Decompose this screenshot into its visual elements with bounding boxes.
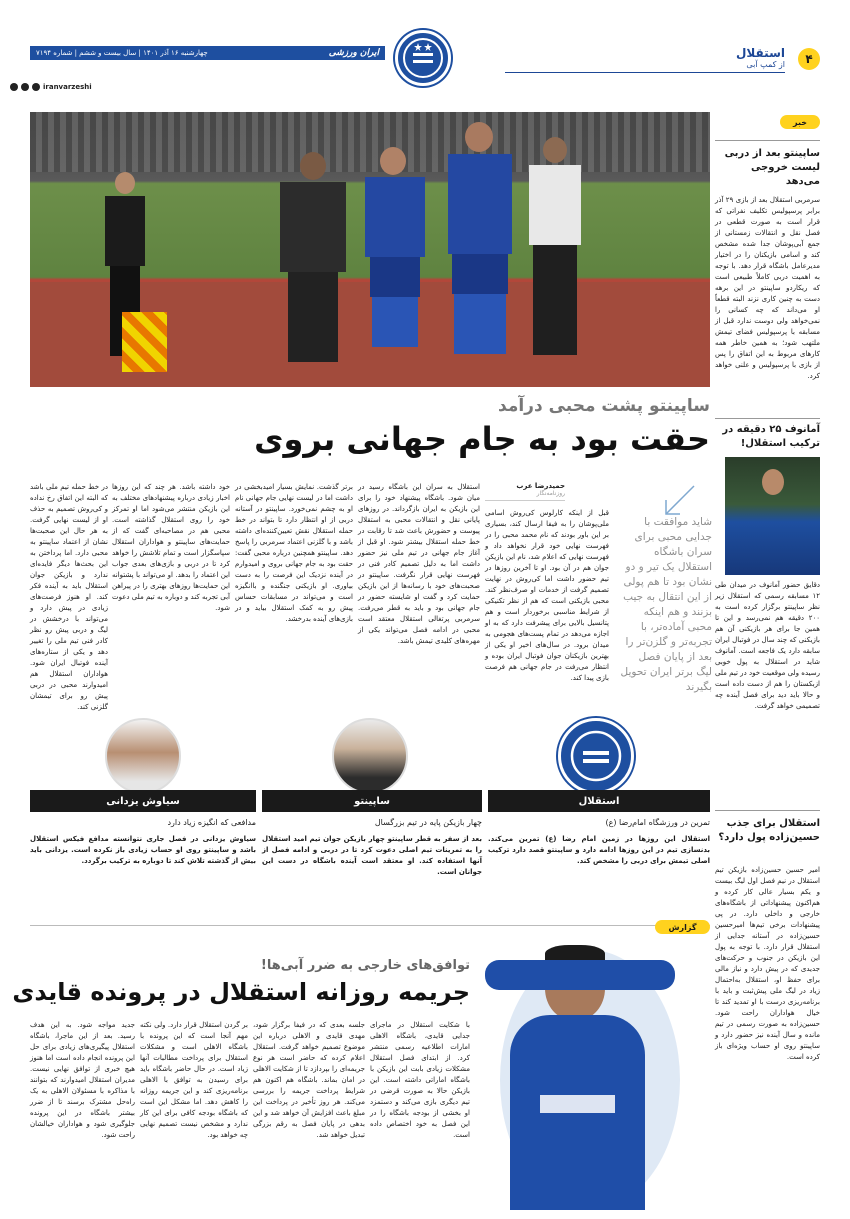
report-col1: با شکایت استقلال در ماجرای جدایی قایدی، باشگاه الاهلی امارات اطلاعیه رسمی منتشر کرد. از ابتدای فصل استقلال مشکلات زیادی بابت این بازیکن با باشگاه اماراتی داشته است. این بازیکن حالا به صورت قرضی در تیم دیگری بازی می‌کند و دستمزد او بخشی از بودجه باشگاه را در این فصل به خود اختصاص داده است. <box>370 1021 470 1139</box>
page-header <box>0 0 850 100</box>
report-col3: بر گردن استقلال قرار دارد. ولی نکته مهم آنجا است که این پرونده با باشگاه الاهلی است و مشکلات استقلال برای پرداخت مطالبات آنها زیاد است. در حال حاضر باشگاه باید برای رسیدن به توافق با الاهلی برنامه‌ریزی کند و این جریمه روزانه را کاهش دهد. اما مشکل این است که باشگاه بودجه کافی برای این کار ندارد و مشخص نیست تصمیم نهایی چه خواهد بود. <box>140 1021 248 1139</box>
player-figure-1 <box>360 147 430 347</box>
logo-emblem-icon <box>398 33 448 83</box>
twitter-icon <box>21 83 29 91</box>
card-subtitle: تمرین در ورزشگاه امام‌رضا (ع) <box>605 818 710 827</box>
shirt-sponsor <box>540 1095 615 1113</box>
section-title-block <box>645 46 785 69</box>
card-title-bar <box>262 790 482 812</box>
news1-headline: ساپینتو بعد از دربی لیست خروجی می‌دهد <box>724 148 820 187</box>
esteghlal-logo <box>395 30 451 86</box>
coach-figure <box>270 152 360 362</box>
page-number: ۴ <box>805 52 813 66</box>
news3-body: امیر حسین حسین‌زاده بازیکن تیم استقلال در نیم فصل اول لیگ بیست و یکم بسیار عالی کار کرده و هم‌اکنون پیشنهاداتی از باشگاه‌های خارجی و داخلی دارد. در پی پیشنهادات برخی تیم‌ها امیرحسین حسین‌زاده در آستانه جدایی از استقلال قرار دارد. با توجه به پول این بازیکن در جنوب و حرکت‌های جدیدی که در پیش دارد و نیاز مالی برای حفظ او، استقلال به‌احتمال زیاد در لیگ ملی پیش‌ثبت و باید با برنامه‌ریزی درست با او تمدید کند تا خیال هواداران راحت شود. حسین‌زاده به صورت رسمی در تیم مانده و سال آینده نیز حضور دارد و ساپینتو روی او حساب ویژه‌ای باز کرده است. <box>715 866 820 1061</box>
player-head <box>762 469 784 495</box>
sidebar-divider-2 <box>715 418 820 419</box>
story-kicker: ساپینتو پشت محبی درآمد <box>498 396 710 416</box>
author-name: حمیدرضا عرب <box>516 482 565 490</box>
staff-figure <box>525 137 585 357</box>
card-title: استقلال <box>578 795 620 807</box>
report-col2: جلسه بعدی که در فیفا برگزار شود، مهدی قایدی و الاهلی درباره این موضوع تصمیم خواهد گرفت. استقلال اعلام کرده که حاضر است هر نوع جریمه‌ای را بپردازد تا از شکایت الاهلی در امان بماند. باشگاه هم اکنون هم شرایط پرداخت جریمه را بررسی می‌کند. هر روز تأخیر در پرداخت این مبلغ باعث افزایش آن خواهد شد و این بدهی در پایان فصل به رقم بزرگی تبدیل خواهد شد. <box>253 1021 365 1139</box>
sidebar <box>715 105 820 1215</box>
card-body: بعد از سفر به قطر ساپینتو چهار بازیکن جوان تیم امید استقلال را به تمرینات تیم اصلی دعوت کرد تا در دربی و ادامه فصل از آنها استفاده کند. او معتقد است آینده باشگاه در دست این جوانان است. <box>262 835 482 876</box>
story-headline: حقت بود به جام جهانی بروی <box>254 420 710 458</box>
social-bar <box>10 80 120 94</box>
sapinto-photo <box>332 718 408 794</box>
report-col4: جدید مواجه شود. به این هدف رسید. بعد از این ماجرا، باشگاه استقلال پیگیری‌های زیادی برای حل این پرونده انجام داده است اما هنوز هیچ خبری از توافق نهایی نیست. مدیران استقلال امیدوارند که بتوانند با مذاکره با مسئولان الاهلی به یک راه‌حل مشترک برسند تا از ضرر بیشتر باشگاه در این پرونده جلوگیری شود و هواداران خیالشان راحت شود. <box>30 1021 135 1139</box>
card-esteghlal <box>488 718 710 898</box>
section-subtitle: از کمپ آبی <box>746 60 785 69</box>
sidebar-divider <box>715 140 820 141</box>
amanov-photo <box>725 457 820 575</box>
report-kicker: توافق‌های خارجی به ضرر آبی‌ها! <box>260 958 470 973</box>
player-arms <box>485 960 675 990</box>
social-handle: iranvarzeshi <box>43 83 92 91</box>
author-role: روزنامه‌نگار <box>536 490 565 497</box>
card-subtitle: مدافعی که انگیزه زیاد دارد <box>167 818 256 827</box>
yazdani-photo <box>105 718 181 794</box>
card-sapinto <box>262 718 482 898</box>
story-col4: خود داشته باشد. هر چند که این روزها اخبار زیادی درباره پیشنهادهای مختلف به این بازیکن منتشر می‌شود اما او تمرکز خود را روی استقلال گذاشته است. محبی هم در مصاحبه‌ای گفت که از حمایت‌های ساپینتو و هواداران استقلال سپاسگزار است و تمام تلاشش را خواهد کرد تا در دربی و بازی‌های بعدی جواب این اعتماد را بدهد. او می‌تواند با پشتوانه این حمایت‌ها روزهای بهتری را در پیراهن آبی تجربه کند و دوباره به تیم ملی دعوت شود. <box>112 483 230 612</box>
header-divider-right <box>505 72 785 73</box>
news-label-badge <box>780 115 820 129</box>
card-logo-circle <box>558 718 634 794</box>
card-title-bar <box>488 790 710 812</box>
sidebar-divider-3 <box>715 810 820 811</box>
main-photo <box>30 112 710 387</box>
instagram-icon <box>32 83 40 91</box>
story-col3: برتر گذشت. نمایش بسیار امیدبخشی در داشت اما در لیست نهایی جام جهانی نام او به چشم نمی‌خورد. ساپینتو در آستانه دربی از او انتظار دارد تا بتواند در خط حمله استقلال نقش تعیین‌کننده‌ای داشته باشد و با گلزنی اعتماد سرمربی را پاسخ دهد. ساپینتو همچنین درباره محبی گفت: حقت بود به جام جهانی بروی و امیدوارم در آینده نزدیک این فرصت را به دست بیاوری. او بازیکنی جنگنده و باانگیزه است و می‌تواند در مسابقات حساس پیش رو به کمک استقلال بیاید و در بازی‌های آینده بدرخشد. <box>235 483 353 623</box>
card-title: ساپینتو <box>354 795 390 807</box>
brand-name: ایران ورزشی <box>328 48 379 58</box>
card-body: استقلال این روزها در زمین امام رضا (ع) تمرین می‌کند. بدنسازی تیم در این روزها ادامه دارد و ساپینتو قصد دارد ترکیب اصلی تیمش برای دربی را مشخص کند. <box>488 835 710 865</box>
news2-headline: آمانوف ۲۵ دقیقه در ترکیب استقلال! <box>722 424 820 449</box>
card-title: سیاوش یزدانی <box>106 795 180 807</box>
card-title-bar <box>30 790 256 812</box>
news-label: خبر <box>793 117 808 127</box>
pull-quote: شاید موافقت با جدایی محبی برای سران باشگاه استقلال یک تیر و دو نشان بود تا هم پولی از این انتقال به جیب بزنند و هم اینکه محبی آماده‌تر، با تجربه‌تر و گلزن‌تر را بعد از پایان فصل لیگ برتر ایران تحویل بگیرند <box>620 516 712 693</box>
card-subtitle: چهار بازیکن پایه در تیم بزرگسال <box>374 818 482 827</box>
header-divider-left <box>30 46 385 60</box>
report-label: گزارش <box>668 922 697 932</box>
esteghlal-emblem-icon <box>561 721 631 791</box>
report-headline: جریمه روزانه استقلال در پرونده قایدی <box>12 978 470 1006</box>
news2-body: دقایق حضور آمانوف در میدان طی ۱۲ مسابقه رسمی که استقلال زیر نظر ساپینتو برگزار کرده است به ۲۰۰ دقیقه هم نمی‌رسد و این تا همین جا برای هر بازیکنی آن هم بازیکنی که چند سال در فوتبال ایران سابقه دارد یک فاجعه است. آمانوف شاید در استقلال به پول خوبی رسیده ولی موقعیت خود در تیم ملی ازبکستان را هم از دست داده است و حالا باید دید برای فصل آینده چه تصمیمی خواهد گرفت. <box>715 581 820 710</box>
section-title: استقلال <box>736 46 785 60</box>
story-col5: در خط حمله تیم ملی باشد که البته این اتفاق رخ نداده و کی‌روش تصمیم به حذف او از لیست نهایی گرفت. به هر حال این صحبت‌ها نشان از اعتماد ساپینتو به محبی دارد. اما پرداختن به این بحث‌ها دیگر فایده‌ای ندارد و بازیکن جوان استقلال باید به آینده فکر کند. او هنوز فرصت‌های زیادی در پیش دارد و می‌تواند با درخشش در لیگ و دربی پیش رو نظر کادر فنی تیم ملی را تغییر دهد و یکی از ستاره‌های آینده فوتبال ایران شود. هواداران استقلال هم امیدوارند محبی در دربی پیش رو برای تیمشان گلزنی کند. <box>30 483 108 711</box>
story-col1: قبل از اینکه کارلوس کی‌روش اسامی ملی‌پوشان را به فیفا ارسال کند، بسیاری بر این باور بودند که نام محمد محبی را در فهرست نهایی خود قرار نخواهد داد و فهرست نهایی که اعلام شد، نام این بازیکن جوان هم در آن بود. او تا آخرین روزها در تیم حضور داشت اما کی‌روش در نهایت تصمیم گرفت از خدمات او صرف‌نظر کند. محبی بازیکنی است که هم از نظر تکنیکی از شرایط مناسبی برخوردار است و هم پتانسیل بالایی برای پیشرفت دارد که به او اجازه می‌دهد در تمام پست‌های هجومی به میدان برود. در سال‌های اخیر او یکی از بهترین بازیکنان جوان فوتبال ایران بوده و انتظار می‌رفت در جام جهانی هم فرصت بازی پیدا کند. <box>485 509 609 682</box>
story-author-block <box>485 482 565 501</box>
telegram-icon <box>10 83 18 91</box>
page-number-badge <box>798 48 820 70</box>
card-body: سیاوش یزدانی در فصل جاری نتوانسته مدافع فیکس استقلال باشد و ساپینتو روی او حساب زیادی باز نکرده است. یزدانی باید بیش از گذشته تلاش کند تا دوباره به ترکیب برگردد. <box>30 835 256 865</box>
player-figure-2 <box>440 122 520 362</box>
report-player-photo <box>470 920 690 1210</box>
news3-headline: استقلال برای جذب حسین‌زاده پول دارد؟ <box>718 818 820 843</box>
news1-body: سرمربی استقلال بعد از بازی ۲۹ آذر برابر پرسپولیس تکلیف نفراتی که قرار است به صورت قطعی در فصل نقل و انتقالات زمستانی از جمع آبی‌پوشان جدا شده مشخص کند و اسامی بازیکنان را در اختیار مدیرعامل باشگاه قرار دهد. با توجه به اهمیت دربی کاملاً طبیعی است که ریکاردو ساپینتو در این برهه دست به چنین کاری نزند البته قطعاً او می‌داند که چه کسانی را نمی‌خواهد ولی دوست ندارد قبل از مسابقه با پرسپولیس فضای تیمش ملتهب شود؛ به همین خاطر همه کارهای مربوط به این اتفاق را پس از بازی با پرسپولیس و علنی خواهد کرد. <box>715 196 820 380</box>
card-yazdani <box>30 718 256 898</box>
flag-figure <box>122 312 167 372</box>
pull-quote-arrow-icon <box>660 480 700 520</box>
date-line: چهارشنبه ۱۶ آذر ۱۴۰۱ | سال بیست و ششم | شماره ۷۱۹۴ <box>36 49 208 57</box>
story-col2: استقلال به سران این باشگاه رسید در میان شود. باشگاه پیشنهاد خود را برای این بازیکن به ایران بازگرداند. در روزهای پایانی نقل و انتقالات محبی به استقلال پیوست و حضورش باعث شد تا رقابت در خط حمله استقلال بیشتر شود. او قبل از آغاز جام جهانی در تیم ملی نیز حضور داشت اما به دلیل تصمیم کادر فنی در فهرست نهایی قرار نگرفت. ساپینتو در صحبت‌های خود با رسانه‌ها از این بازیکن حمایت کرد و گفت او شایسته حضور در جام جهانی بود و باید به قطر می‌رفت. سرمربی پرتغالی استقلال معتقد است محبی در ادامه فصل می‌تواند یکی از مهره‌های کلیدی تیمش باشد. <box>358 483 480 645</box>
